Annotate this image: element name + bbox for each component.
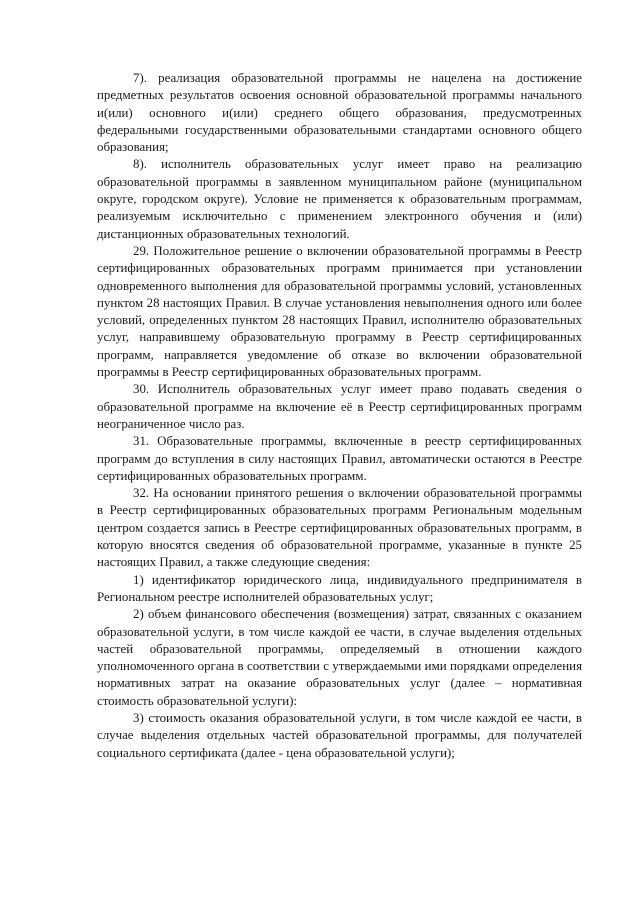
- list-item-2: 2) объем финансового обеспечения (возмещения) затрат, связанных с оказанием образовательной услуги, в том числе каждой ее части, в случае выделения отдельных частей образовательной программы, определяемый в отношении каждого уполномоченного органа в соответствии с утверждаемыми ими порядками определения нормативных затрат на оказание образовательных услуг (далее – нормативная стоимость образовательной услуги):: [97, 607, 582, 708]
- paragraph-31: 31. Образовательные программы, включенные в реестр сертифицированных программ до вступления в силу настоящих Правил, автоматически остаются в Реестре сертифицированных образовательных программ.: [97, 434, 582, 483]
- list-item-1: 1) идентификатор юридического лица, индивидуального предпринимателя в Региональном реестре исполнителей образовательных услуг;: [97, 572, 582, 604]
- paragraph-7: 7). реализация образовательной программы не нацелена на достижение предметных результатов освоения основной образовательной программы начального и(или) основного и(или) среднего общего образования, предусмотренных федеральными государственными образовательными стандартами основного общего образования;: [97, 71, 582, 155]
- list-item-3: 3) стоимость оказания образовательной услуги, в том числе каждой ее части, в случае выделения отдельных частей образовательной программы, для получателей социального сертификата (далее - цена образовательной услуги);: [97, 710, 582, 760]
- paragraph-30: 30. Исполнитель образовательных услуг имеет право подавать сведения о образовательной программе на включение её в Реестр сертифицированных программ неограниченное число раз.: [97, 382, 582, 431]
- paragraph-29: 29. Положительное решение о включении образовательной программы в Реестр сертифицированных образовательных программ принимается при установлении одновременного выполнения для образовательной программы условий, установленных пунктом 28 настоящих Правил. В случае установления невыполнения одного или более условий, определенных пунктом 28 настоящих Правил, исполнителю образовательных услуг, направившему образовательную программу в Реестр сертифицированных программ, направляется уведомление об отказе во включении образовательной программы в Реестр сертифицированных образовательных программ.: [97, 243, 582, 380]
- paragraph-8: 8). исполнитель образовательных услуг имеет право на реализацию образовательной программы в заявленном муниципальном районе (муниципальном округе, городском округе). Условие не применяется к образовательным программам, реализуемым исключительно с применением электронного обучения и (или) дистанционных образовательных технологий.: [97, 157, 582, 241]
- paragraph-32: 32. На основании принятого решения о включении образовательной программы в Реестр сертифицированных образовательных программ Региональным модельным центром создается запись в Реестре сертифицированных образовательных программ, в которую вносятся сведения об образовательной программе, указанные в пункте 25 настоящих Правил, а также следующие сведения:: [97, 486, 582, 570]
